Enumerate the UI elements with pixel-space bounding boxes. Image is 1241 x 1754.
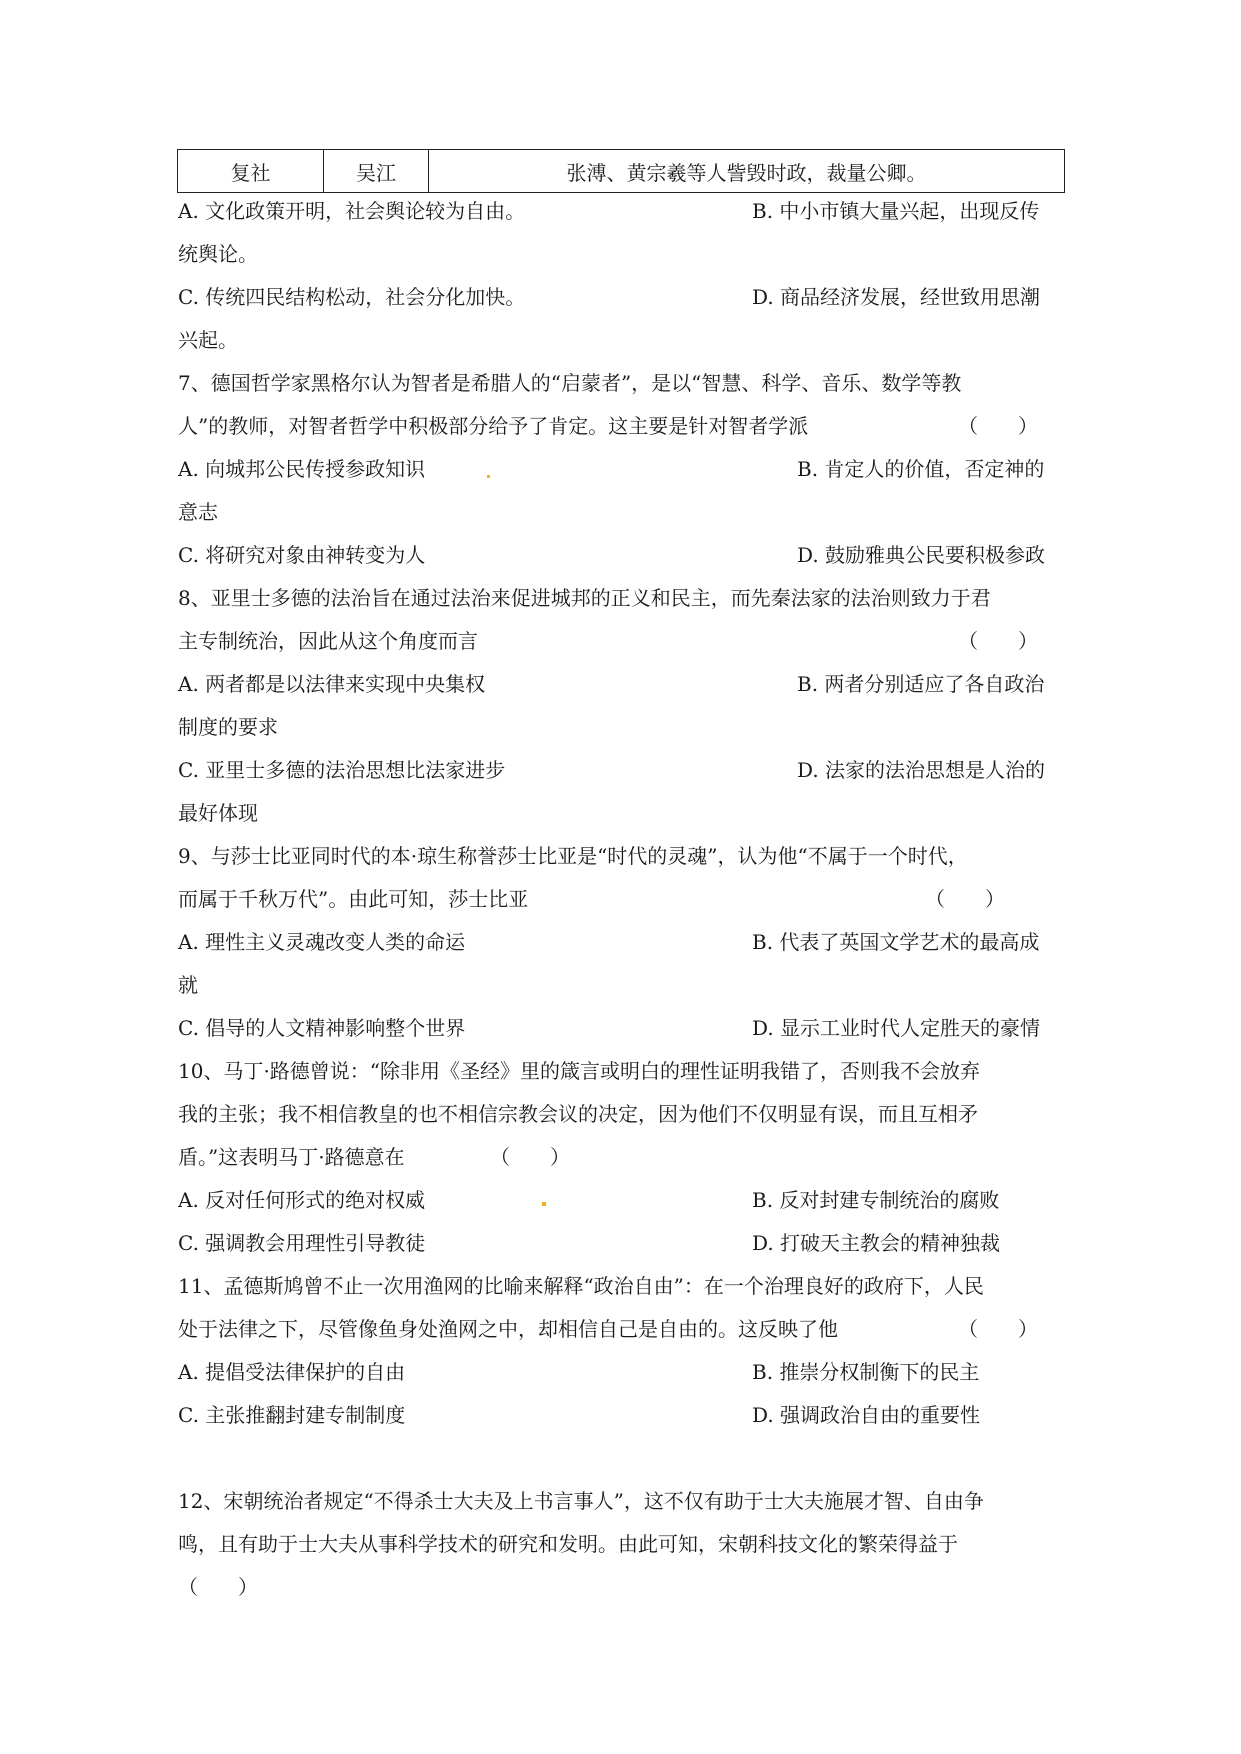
society-table	[177, 149, 1065, 193]
q7-answer-paren: （ ）	[958, 414, 1038, 438]
q7-stem-line2: 人”的教师，对智者哲学中积极部分给予了肯定。这主要是针对智者学派	[178, 414, 809, 438]
q11-answer-paren: （ ）	[958, 1317, 1038, 1341]
q8-option-c: C. 亚里士多德的法治思想比法家进步	[178, 758, 506, 782]
table-cell-place: 吴江	[324, 150, 429, 193]
q11-option-c: C. 主张推翻封建专制制度	[178, 1403, 406, 1427]
q6-option-b-cont: 统舆论。	[178, 242, 258, 266]
q9-option-b-cont: 就	[178, 973, 198, 997]
q10-option-c: C. 强调教会用理性引导教徒	[178, 1231, 426, 1255]
q12-stem-line2: 鸣，且有助于士大夫从事科学技术的研究和发明。由此可知，宋朝科技文化的繁荣得益于	[178, 1532, 958, 1556]
table-cell-description: 张溥、黄宗羲等人訾毁时政，裁量公卿。	[429, 150, 1065, 193]
q8-option-d: D. 法家的法治思想是人治的	[797, 758, 1046, 782]
q10-stem-line2: 我的主张；我不相信教皇的也不相信宗教会议的决定，因为他们不仅明显有误，而且互相矛	[178, 1102, 978, 1126]
q9-option-c: C. 倡导的人文精神影响整个世界	[178, 1016, 466, 1040]
q12-answer-paren: （ ）	[178, 1575, 258, 1599]
q8-option-d-cont: 最好体现	[178, 801, 258, 825]
q8-answer-paren: （ ）	[958, 629, 1038, 653]
q9-option-a: A. 理性主义灵魂改变人类的命运	[178, 930, 466, 954]
q7-option-b: B. 肯定人的价值，否定神的	[797, 457, 1045, 481]
q11-stem-line1: 11、孟德斯鸠曾不止一次用渔网的比喻来解释“政治自由”：在一个治理良好的政府下，人民	[178, 1274, 984, 1298]
q6-option-a: A. 文化政策开明，社会舆论较为自由。	[178, 199, 526, 223]
q6-option-c: C. 传统四民结构松动，社会分化加快。	[178, 285, 526, 309]
q7-option-a: A. 向城邦公民传授参政知识	[178, 457, 426, 481]
speck-mark	[542, 1202, 546, 1206]
q10-stem-line3: 盾。”这表明马丁·路德意在	[178, 1145, 405, 1169]
q10-answer-paren: （ ）	[490, 1145, 570, 1169]
q9-option-b: B. 代表了英国文学艺术的最高成	[752, 930, 1040, 954]
table-cell-name: 复社	[178, 150, 324, 193]
speck-mark	[487, 475, 490, 478]
q9-stem-line1: 9、与莎士比亚同时代的本·琼生称誉莎士比亚是“时代的灵魂”，认为他“不属于一个时代，	[178, 844, 968, 868]
q7-option-d: D. 鼓励雅典公民要积极参政	[797, 543, 1046, 567]
q8-stem-line1: 8、亚里士多德的法治旨在通过法治来促进城邦的正义和民主，而先秦法家的法治则致力于君	[178, 586, 991, 610]
q11-option-b: B. 推崇分权制衡下的民主	[752, 1360, 980, 1384]
q7-option-b-cont: 意志	[178, 500, 218, 524]
q9-stem-line2: 而属于千秋万代”。由此可知，莎士比亚	[178, 887, 529, 911]
q7-stem-line1: 7、德国哲学家黑格尔认为智者是希腊人的“启蒙者”，是以“智慧、科学、音乐、数学等教	[178, 371, 962, 395]
q11-stem-line2: 处于法律之下，尽管像鱼身处渔网之中，却相信自己是自由的。这反映了他	[178, 1317, 838, 1341]
q10-option-b: B. 反对封建专制统治的腐败	[752, 1188, 1000, 1212]
q10-stem-line1: 10、马丁·路德曾说：“除非用《圣经》里的箴言或明白的理性证明我错了，否则我不会放弃	[178, 1059, 981, 1083]
q10-option-a: A. 反对任何形式的绝对权威	[178, 1188, 426, 1212]
q6-option-d-cont: 兴起。	[178, 328, 238, 352]
q10-option-d: D. 打破天主教会的精神独裁	[752, 1231, 1001, 1255]
q8-option-b: B. 两者分别适应了各自政治	[797, 672, 1045, 696]
q8-stem-line2: 主专制统治，因此从这个角度而言	[178, 629, 478, 653]
table-row	[178, 150, 1065, 193]
q9-option-d: D. 显示工业时代人定胜天的豪情	[752, 1016, 1041, 1040]
q11-option-d: D. 强调政治自由的重要性	[752, 1403, 981, 1427]
q9-answer-paren: （ ）	[925, 887, 1005, 911]
q12-stem-line1: 12、宋朝统治者规定“不得杀士大夫及上书言事人”，这不仅有助于士大夫施展才智、自由争	[178, 1489, 984, 1513]
q8-option-a: A. 两者都是以法律来实现中央集权	[178, 672, 486, 696]
q6-option-d: D. 商品经济发展，经世致用思潮	[752, 285, 1041, 309]
q8-option-b-cont: 制度的要求	[178, 715, 278, 739]
q7-option-c: C. 将研究对象由神转变为人	[178, 543, 426, 567]
q6-option-b: B. 中小市镇大量兴起，出现反传	[752, 199, 1040, 223]
q11-option-a: A. 提倡受法律保护的自由	[178, 1360, 406, 1384]
